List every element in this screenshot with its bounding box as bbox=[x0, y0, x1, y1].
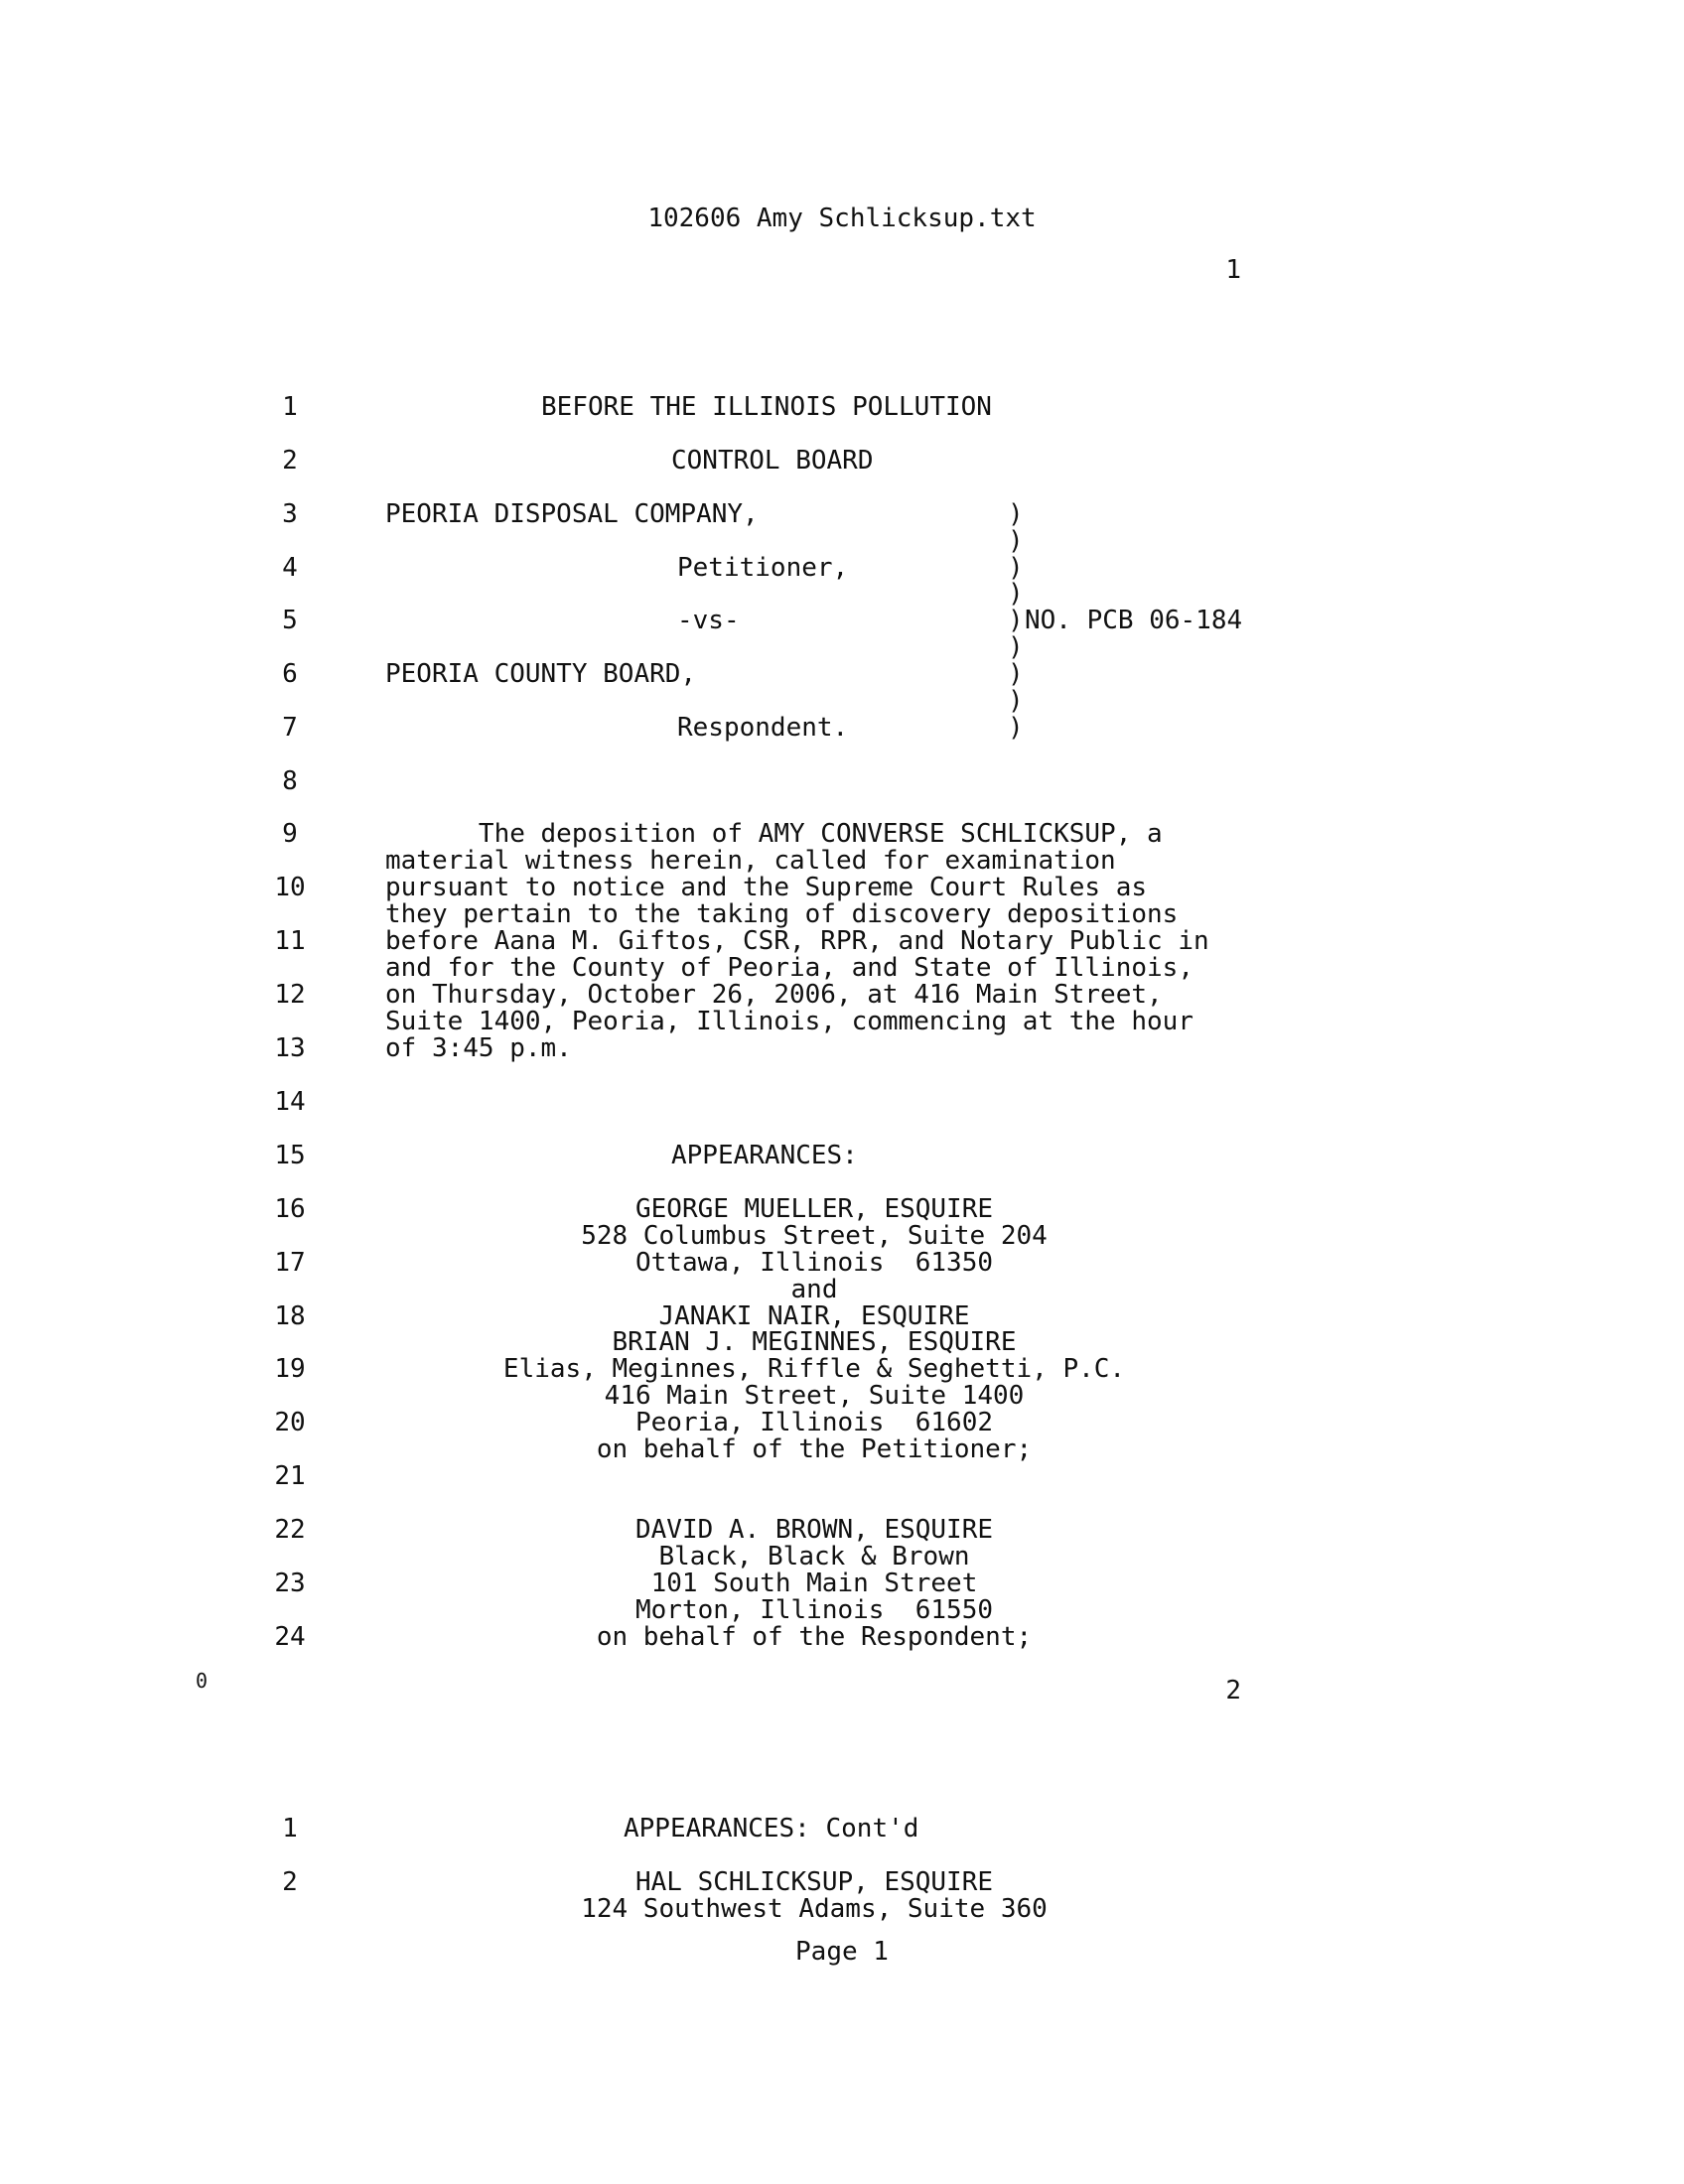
paren: ) bbox=[1008, 659, 1024, 689]
case-number: NO. PCB 06-184 bbox=[1025, 606, 1243, 635]
appearance-line: Morton, Illinois 61550 bbox=[634, 1595, 994, 1625]
line-number: 10 bbox=[274, 873, 306, 902]
file-header: 102606 Amy Schlicksup.txt bbox=[647, 204, 1037, 233]
paragraph-line: pursuant to notice and the Supreme Court Rules as bbox=[385, 873, 1148, 902]
paragraph-line: of 3:45 p.m. bbox=[385, 1033, 572, 1063]
line-number: 20 bbox=[274, 1408, 306, 1437]
appearance-line: 124 Southwest Adams, Suite 360 bbox=[581, 1894, 1048, 1924]
page-number: 2 bbox=[1225, 1676, 1241, 1706]
appearance-line: Black, Black & Brown bbox=[658, 1542, 970, 1571]
paragraph-line: on Thursday, October 26, 2006, at 416 Main Street, bbox=[385, 980, 1163, 1010]
page-footer: Page 1 bbox=[795, 1937, 889, 1967]
petitioner-name: PEORIA DISPOSAL COMPANY, bbox=[385, 499, 759, 529]
appearance-line: Ottawa, Illinois 61350 bbox=[634, 1248, 994, 1278]
paren: ) bbox=[1008, 606, 1024, 635]
appearance-line: and bbox=[790, 1275, 838, 1304]
paren: ) bbox=[1008, 579, 1024, 609]
page-break-marker: 0 bbox=[196, 1669, 209, 1693]
line-number: 4 bbox=[282, 553, 298, 583]
respondent-name: PEORIA COUNTY BOARD, bbox=[385, 659, 697, 689]
paren: ) bbox=[1008, 553, 1024, 583]
line-number: 21 bbox=[274, 1461, 306, 1491]
line-number: 3 bbox=[282, 499, 298, 529]
board-title-line2: CONTROL BOARD bbox=[671, 446, 874, 476]
line-number: 14 bbox=[274, 1087, 306, 1117]
line-number: 22 bbox=[274, 1515, 306, 1545]
line-number: 23 bbox=[274, 1569, 306, 1598]
line-number: 12 bbox=[274, 980, 306, 1010]
paragraph-line: material witness herein, called for examination bbox=[385, 846, 1116, 876]
line-number: 18 bbox=[274, 1301, 306, 1331]
board-title-line1: BEFORE THE ILLINOIS POLLUTION bbox=[541, 392, 992, 422]
page-number: 1 bbox=[1225, 255, 1241, 285]
paren: ) bbox=[1008, 713, 1024, 743]
line-number: 1 bbox=[282, 1814, 298, 1843]
appearance-line: BRIAN J. MEGINNES, ESQUIRE bbox=[612, 1327, 1017, 1357]
appearance-line: 528 Columbus Street, Suite 204 bbox=[581, 1221, 1048, 1251]
paren: ) bbox=[1008, 499, 1024, 529]
appearances-heading: APPEARANCES: bbox=[671, 1141, 858, 1170]
line-number: 13 bbox=[274, 1033, 306, 1063]
line-number: 16 bbox=[274, 1194, 306, 1224]
line-number: 15 bbox=[274, 1141, 306, 1170]
appearance-line: Elias, Meginnes, Riffle & Seghetti, P.C. bbox=[502, 1354, 1126, 1384]
paragraph-line: The deposition of AMY CONVERSE SCHLICKSUP, a bbox=[385, 819, 1163, 849]
line-number: 1 bbox=[282, 392, 298, 422]
versus: -vs- bbox=[677, 606, 740, 635]
paragraph-line: Suite 1400, Peoria, Illinois, commencing at the hour bbox=[385, 1007, 1193, 1036]
paragraph-line: they pertain to the taking of discovery depositions bbox=[385, 899, 1179, 929]
paren: ) bbox=[1008, 632, 1024, 662]
appearance-line: on behalf of the Respondent; bbox=[596, 1622, 1033, 1652]
appearances-contd-heading: APPEARANCES: Cont'd bbox=[624, 1814, 919, 1843]
line-number: 9 bbox=[282, 819, 298, 849]
appearance-line: GEORGE MUELLER, ESQUIRE bbox=[634, 1194, 994, 1224]
line-number: 24 bbox=[274, 1622, 306, 1652]
appearance-line: 101 South Main Street bbox=[650, 1569, 978, 1598]
line-number: 11 bbox=[274, 926, 306, 956]
appearance-line: JANAKI NAIR, ESQUIRE bbox=[658, 1301, 970, 1331]
line-number: 6 bbox=[282, 659, 298, 689]
appearance-line: Peoria, Illinois 61602 bbox=[634, 1408, 994, 1437]
line-number: 5 bbox=[282, 606, 298, 635]
appearance-line: 416 Main Street, Suite 1400 bbox=[604, 1381, 1025, 1411]
paragraph-line: and for the County of Peoria, and State of Illinois, bbox=[385, 953, 1193, 983]
respondent-role: Respondent. bbox=[677, 713, 849, 743]
paragraph-line: before Aana M. Giftos, CSR, RPR, and Notary Public in bbox=[385, 926, 1209, 956]
paren: ) bbox=[1008, 686, 1024, 716]
paren: ) bbox=[1008, 526, 1024, 556]
appearance-line: on behalf of the Petitioner; bbox=[596, 1434, 1033, 1464]
line-number: 17 bbox=[274, 1248, 306, 1278]
line-number: 2 bbox=[282, 446, 298, 476]
petitioner-role: Petitioner, bbox=[677, 553, 849, 583]
line-number: 8 bbox=[282, 766, 298, 796]
line-number: 7 bbox=[282, 713, 298, 743]
appearance-line: DAVID A. BROWN, ESQUIRE bbox=[634, 1515, 994, 1545]
appearance-line: HAL SCHLICKSUP, ESQUIRE bbox=[634, 1867, 994, 1897]
line-number: 19 bbox=[274, 1354, 306, 1384]
line-number: 2 bbox=[282, 1867, 298, 1897]
